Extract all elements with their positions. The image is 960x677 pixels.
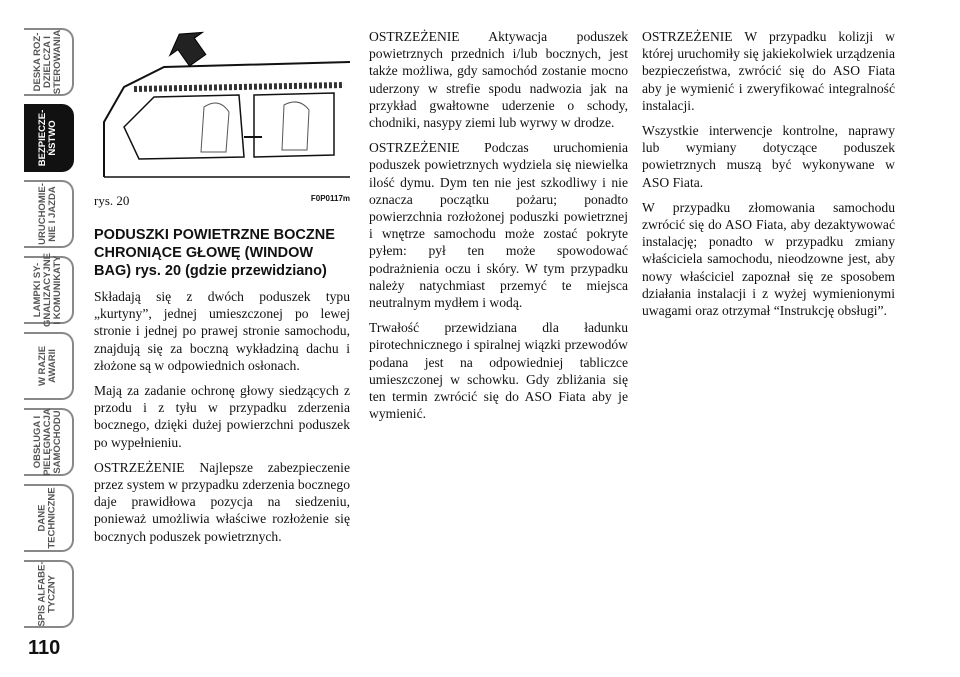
paragraph: Wszystkie interwencje kontrolne, naprawy lub wymiany dotyczące poduszek powietrznych muszą być wykonywane w ASO Fiata.: [642, 123, 895, 190]
paragraph: W przypadku złomowania samochodu zwrócić się do ASO Fiata, aby dezaktywować instalację; ponadto w przypadku zmiany właściciela samochodu, nieodzowne jest, aby nowy właściciel zapoznał się ze sposobem działania instalacji i z wyżej wymienionymi uwagami oraz otrzymał “Instrukcję obsługi”.: [642, 199, 895, 319]
warning-paragraph: OSTRZEŻENIE Aktywacja poduszek powietrznych przednich i/lub bocznych, jest także możliwa, gdy samochód zostanie mocno uderzony w strefie spodu nadwozia jak na przykład gwałtowne uderzenie o schody, chodniki, nasypy ziemi lub wyrwy w drodze.: [369, 29, 628, 131]
paragraph: Składają się z dwóch poduszek typu „kurtyny”, jednej umieszczonej po lewej stronie i jednej po prawej stronie samochodu, znajdują się za boczną wykładziną dachu i złożone są w odpowiednich osłonach.: [94, 289, 350, 373]
figure-code: F0P0117m: [310, 194, 350, 203]
tab-bezpieczenstwo[interactable]: BEZPIECZE- ŃSTWO: [24, 104, 74, 172]
paragraph: Trwałość przewidziana dla ładunku pirotechnicznego i spiralnej wiązki przewodów podana jest na odpowiedniej tabliczce umieszczonej w schowku. Gdy zbliżania się ten termin zwrócić się do ASO Fiata aby je wymienić.: [369, 320, 628, 422]
section-heading: PODUSZKI POWIETRZNE BOCZNE CHRONIĄCE GŁOWĘ (WINDOW BAG) rys. 20 (gdzie przewidziano): [94, 227, 335, 279]
tab-dane-techniczne[interactable]: DANE TECHNICZNE: [24, 484, 74, 552]
tab-deska-rozdzielcza[interactable]: DESKA ROZ- DZIELCZA I STEROWANIA: [24, 28, 74, 96]
figure-caption: [94, 193, 350, 209]
warning-paragraph: OSTRZEŻENIE W przypadku kolizji w której uruchomiły się jakiekolwiek urządzenia bezpieczeństwa, zwrócić się do ASO Fiata aby je wymienić i zweryfikować integralność instalacji.: [642, 29, 895, 113]
column-3: [642, 28, 895, 327]
page-number: 110: [28, 637, 61, 659]
paragraph: Mają za zadanie ochronę głowy siedzących z przodu i z tyłu w przypadku zderzenia bocznego, dzięki dużej powierzchni poduszek po wypełnieniu.: [94, 383, 350, 450]
warning-paragraph: OSTRZEŻENIE Najlepsze zabezpieczenie przez system w przypadku zderzenia bocznego daje prawidłowa pozycja na siedzeniu, ponieważ umożliwia właściwe rozłożenie się bocznych poduszek powietrznych.: [94, 459, 350, 544]
tab-w-razie-awarii[interactable]: W RAZIE AWARII: [24, 332, 74, 400]
tab-obsluga[interactable]: OBSŁUGA I PIELĘGNACJA SAMOCHODU: [24, 408, 74, 476]
tab-uruchomienie[interactable]: URUCHOMIE- NIE I JAZDA: [24, 180, 74, 248]
tab-lampki[interactable]: LAMPKI SY- GNALIZACYJNE I KOMUNIKATY: [24, 256, 74, 324]
tab-spis-alfabetyczny[interactable]: SPIS ALFABE- TYCZNY: [24, 560, 74, 628]
warning-paragraph: OSTRZEŻENIE Podczas uruchomienia poduszek powietrznych wydziela się niewielka ilość dymu. Dym ten nie jest szkodliwy i nie oznacza początku pożaru; ponadto powierzchnia rozłożonej poduszki powietrznej i wnętrze samochodu może zostać pokryte pyłem: pył ten może spowodować podrażnienia oczu i skóry. W tym przypadku należy natychmiast przemyć te miejsca neutralnym mydłem i wodą.: [369, 140, 628, 311]
column-1: [94, 226, 350, 553]
figure-number: rys. 20: [94, 193, 130, 208]
van-side-illustration: [94, 27, 350, 190]
column-2: [369, 28, 628, 430]
